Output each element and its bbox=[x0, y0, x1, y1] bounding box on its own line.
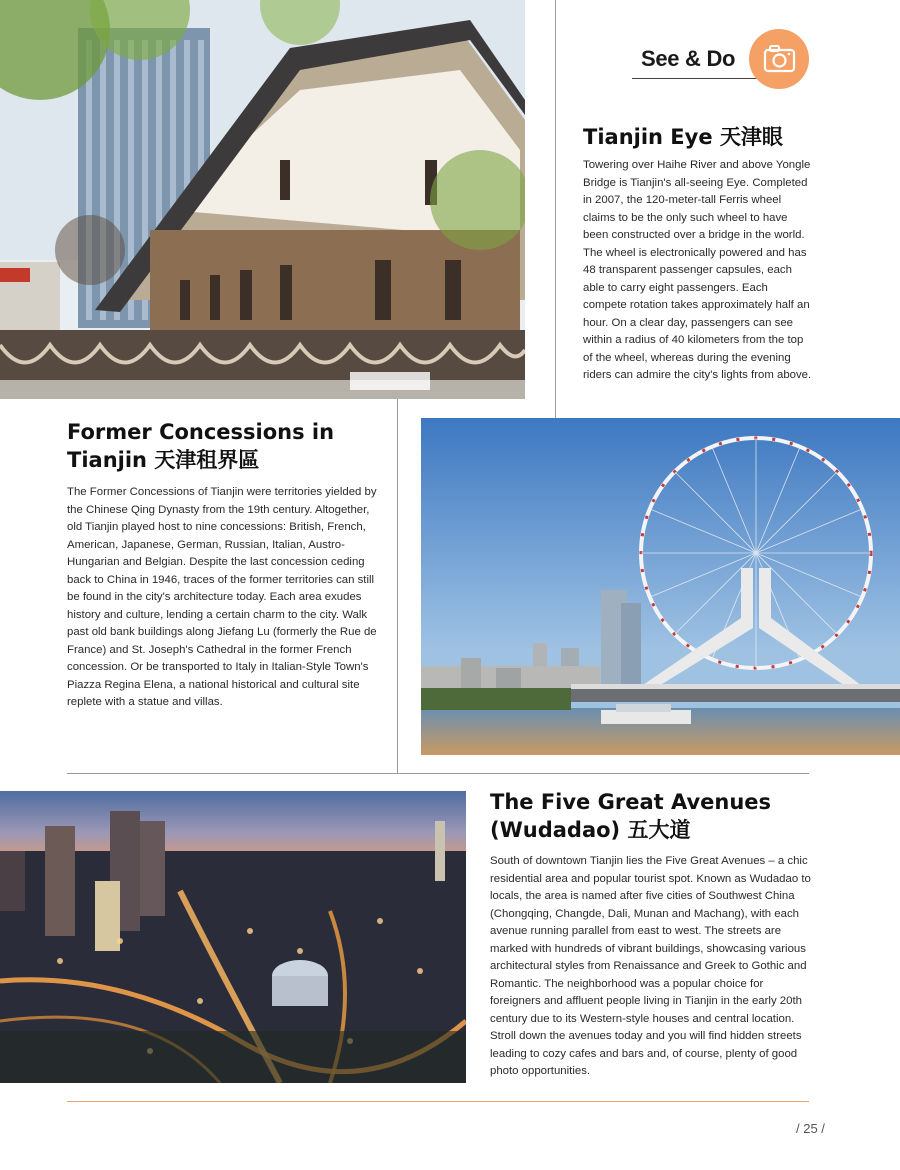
section-divider bbox=[67, 773, 809, 774]
tianjin-eye-title: Tianjin Eye 天津眼 bbox=[583, 125, 783, 149]
footer-rule bbox=[67, 1101, 809, 1102]
column-divider-top bbox=[555, 0, 556, 418]
column-divider-middle bbox=[397, 399, 398, 773]
page-number: / 25 / bbox=[796, 1121, 825, 1136]
five-great-avenues-body: South of downtown Tianjin lies the Five Great Avenues – a chic residential area and popular tourist spot. Known as Wudadao to locals, the area is named after five cities of Southwest China (Chongqing, Changde, Dali, Munan and Machang), with each avenue running parallel from east to west. The streets are marked with hundreds of vibrant buildings, showcasing various architectural styles from Renaissance and Greek to Gothic and Romantic. The neighborhood was a popular choice for foreigners and affluent people living in Tianjin in the early 20th century due to its Western-style houses and central location. Stroll down the avenues today and you will find hidden streets leading to cozy cafes and bars and, of course, plenty of good photo opportunities. bbox=[490, 855, 811, 1077]
former-concessions-title: Former Concessions in Tianjin 天津租界區 bbox=[67, 420, 335, 472]
section-label: See & Do bbox=[641, 46, 736, 71]
five-great-avenues-title: The Five Great Avenues (Wudadao) 五大道 bbox=[490, 790, 772, 842]
tianjin-eye-body: Towering over Haihe River and above Yongle Bridge is Tianjin's all-seeing Eye. Completed in 2007, the 120-meter-tall Ferris wheel claims to be the only such wheel to have been constructed over a bridge in the world. The wheel is electronically powered and has 48 transparent passenger capsules, each able to carry eight passengers. Each compete rotation takes approximately half an hour. On a clear day, passengers can see within a radius of 40 kilometers from the top of the wheel, whereas during the evening riders can admire the city's lights from above. bbox=[583, 159, 812, 381]
former-concessions-body: The Former Concessions of Tianjin were territories yielded by the Chinese Qing Dynasty from the 19th century. Altogether, old Tianjin played host to nine concessions: British, French, American, Japanese, German, Russian, Italian, Austro-Hungarian and Belgian. Despite the last concession ceding back to China in 1946, traces of the former territories can still be found in the city's architecture today. Each area exudes history and culture, lending a certain charm to the city. Walk past old bank buildings along Jiefang Lu (formerly the Rue de France) and St. Joseph's Cathedral in the former French concession. Or be transported to Italy in Italian-Style Town's Piazza Regina Elena, a national historical and cultural site replete with a statue and villas. bbox=[67, 486, 377, 708]
photo-former-concession-building bbox=[0, 0, 525, 399]
photo-tianjin-eye bbox=[421, 418, 900, 755]
camera-icon bbox=[749, 29, 809, 89]
photo-five-great-avenues bbox=[0, 791, 466, 1083]
